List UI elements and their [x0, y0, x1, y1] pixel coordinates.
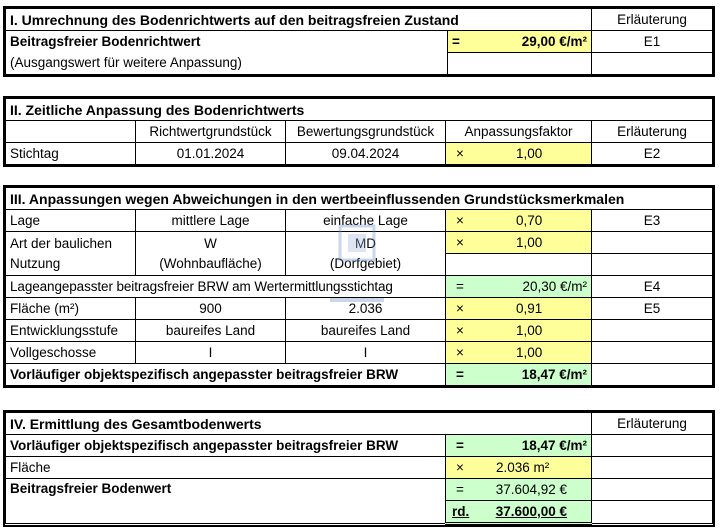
bodenwert-rounded-cell — [446, 501, 592, 524]
lageangepasst-note: E4 — [592, 276, 713, 298]
times-sign: × — [456, 344, 464, 360]
equals-sign: = — [456, 278, 464, 294]
empty-cell — [592, 254, 713, 276]
nutzung-ref-code: W — [204, 235, 217, 251]
base-value: 29,00 €/m² — [521, 33, 588, 49]
base-value-sublabel: (Ausgangswert für weitere Anpassung) — [6, 53, 448, 75]
total-flaeche-label: Fläche — [6, 457, 446, 479]
rounded-label: rd. — [452, 503, 470, 519]
row-label-stichtag: Stichtag — [6, 143, 136, 165]
empty-cell — [592, 435, 713, 457]
empty-cell — [592, 320, 713, 342]
geschosse-factor: 1,00 — [516, 344, 543, 360]
times-sign: × — [456, 300, 464, 316]
stichtag-note: E2 — [592, 143, 713, 165]
entwicklung-reference: baureifes Land — [136, 320, 286, 342]
empty-cell — [6, 121, 136, 143]
row-label-entwicklung: Entwicklungsstufe — [6, 320, 136, 342]
times-sign: × — [456, 145, 464, 161]
geschosse-reference: I — [136, 342, 286, 364]
row-label-lage: Lage — [6, 210, 136, 232]
bodenwert-value: 37.604,92 € — [495, 481, 568, 497]
section-3 — [3, 185, 715, 388]
stichtag-subject: 09.04.2024 — [286, 143, 446, 165]
empty-cell — [592, 53, 713, 75]
section-3-title: III. Anpassungen wegen Abweichungen in den wertbeeinflussenden Grundstücksmerkmalen — [6, 188, 713, 210]
col-header-note: Erläuterung — [592, 121, 713, 143]
flaeche-factor: 0,91 — [516, 300, 543, 316]
times-sign: × — [456, 234, 464, 250]
equals-sign: = — [456, 437, 464, 453]
entwicklung-subject: baureifes Land — [286, 320, 446, 342]
result-value: 18,47 €/m² — [521, 366, 587, 382]
nutzung-factor: 1,00 — [516, 234, 543, 250]
section-4 — [3, 410, 715, 527]
lage-reference: mittlere Lage — [136, 210, 286, 232]
row-label-flaeche: Fläche (m²) — [6, 298, 136, 320]
col-header-subject: Bewertungsgrundstück — [286, 121, 446, 143]
empty-cell — [446, 254, 592, 276]
total-flaeche-value: 2.036 m² — [496, 459, 550, 475]
entwicklung-factor-cell — [446, 320, 592, 342]
geschosse-subject: I — [286, 342, 446, 364]
stichtag-reference: 01.01.2024 — [136, 143, 286, 165]
times-sign: × — [456, 459, 464, 475]
bodenwert-label: Beitragsfreier Bodenwert — [6, 479, 446, 524]
total-flaeche-cell — [446, 457, 592, 479]
col-header-reference: Richtwertgrundstück — [136, 121, 286, 143]
lage-subject: einfache Lage — [286, 210, 446, 232]
bodenwert-rounded-value: 37.600,00 € — [495, 503, 568, 519]
section-2 — [3, 96, 715, 167]
lage-factor: 0,70 — [516, 212, 543, 228]
flaeche-note: E5 — [592, 298, 713, 320]
lage-note: E3 — [592, 210, 713, 232]
nutzung-subject — [286, 232, 446, 276]
nutzung-ref-desc: (Wohnbaufläche) — [159, 255, 262, 271]
lageangepasst-label: Lageangepasster beitragsfreier BRW am Wertermittlungsstichtag — [6, 276, 446, 298]
section-4-note-header: Erläuterung — [592, 413, 713, 435]
empty-cell — [592, 479, 713, 501]
empty-cell — [592, 232, 713, 254]
entwicklung-factor: 1,00 — [516, 322, 543, 338]
nutzung-factor-cell — [446, 232, 592, 254]
section-1-note-header: Erläuterung — [592, 9, 713, 31]
section-2-title: II. Zeitliche Anpassung des Bodenrichtwerts — [6, 99, 713, 121]
nutzung-label-line2: Nutzung — [10, 255, 61, 271]
col-header-factor: Anpassungsfaktor — [446, 121, 592, 143]
result-label: Vorläufiger objektspezifisch angepasster beitragsfreier BRW — [6, 364, 446, 386]
empty-cell — [592, 364, 713, 386]
row-label-nutzung — [6, 232, 136, 276]
nutzung-reference — [136, 232, 286, 276]
empty-cell — [592, 457, 713, 479]
empty-cell — [448, 53, 592, 75]
base-value-cell — [448, 31, 592, 53]
total-brw-cell — [446, 435, 592, 457]
section-1 — [3, 6, 715, 77]
row-label-geschosse: Vollgeschosse — [6, 342, 136, 364]
stichtag-factor: 1,00 — [516, 145, 543, 161]
flaeche-factor-cell — [446, 298, 592, 320]
section-1-title: I. Umrechnung des Bodenrichtwerts auf den beitragsfreien Zustand — [6, 9, 592, 31]
flaeche-subject: 2.036 — [286, 298, 446, 320]
lageangepasst-value: 20,30 €/m² — [522, 278, 587, 294]
base-value-note: E1 — [592, 31, 713, 53]
nutzung-label-line1: Art der baulichen — [10, 235, 113, 251]
times-sign: × — [456, 212, 464, 228]
bodenwert-cell — [446, 479, 592, 501]
equals-sign: = — [456, 481, 464, 497]
times-sign: × — [456, 322, 464, 338]
base-value-label: Beitragsfreier Bodenrichtwert — [6, 31, 448, 53]
result-value-cell — [446, 364, 592, 386]
equals-sign: = — [456, 366, 464, 382]
nutzung-subject-code: MD — [355, 235, 376, 251]
lageangepasst-value-cell — [446, 276, 592, 298]
total-brw-label: Vorläufiger objektspezifisch angepasster beitragsfreier BRW — [6, 435, 446, 457]
stichtag-factor-cell — [446, 143, 592, 165]
geschosse-factor-cell — [446, 342, 592, 364]
section-4-title: IV. Ermittlung des Gesamtbodenwerts — [6, 413, 592, 435]
empty-cell — [592, 342, 713, 364]
equals-sign: = — [452, 33, 460, 49]
lage-factor-cell — [446, 210, 592, 232]
empty-cell — [592, 501, 713, 524]
total-brw-value: 18,47 €/m² — [521, 437, 588, 453]
nutzung-subject-desc: (Dorfgebiet) — [329, 255, 402, 271]
flaeche-reference: 900 — [136, 298, 286, 320]
